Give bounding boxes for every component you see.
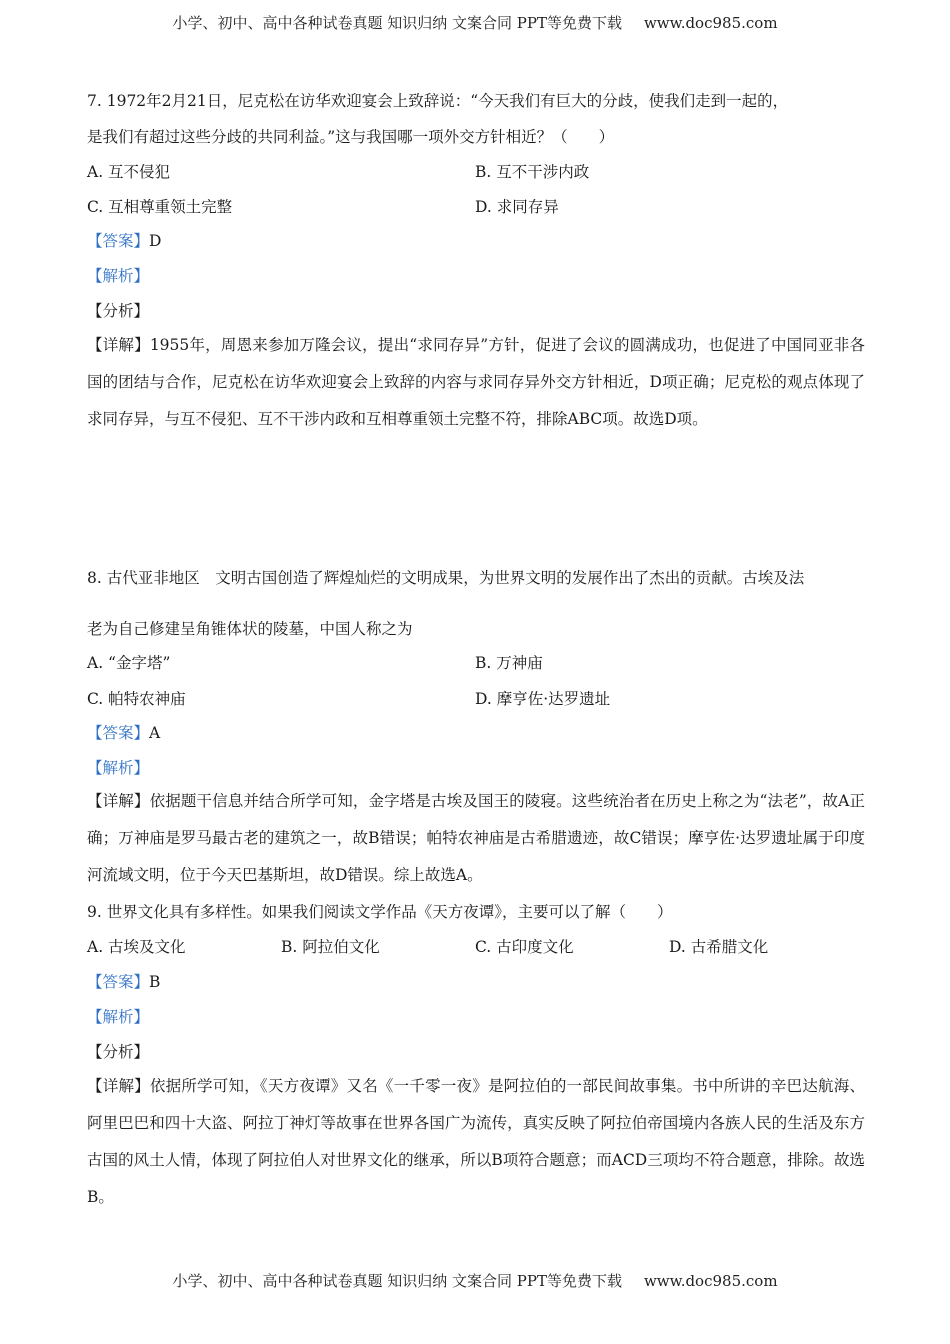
q7-detail [87, 327, 865, 438]
answer-tag: 【答案】 [87, 973, 150, 991]
answer-tag: 【答案】 [87, 232, 150, 250]
q9-option-b: B. 阿拉伯文化 [281, 938, 380, 956]
page-header [0, 12, 950, 33]
q7-option-b: B. 互不干涉内政 [475, 163, 590, 181]
q8-option-b: B. 万神庙 [475, 654, 543, 672]
q9-detail-text: 依据所学可知，《天方夜谭》又名《一千零一夜》是阿拉伯的一部民间故事集。书中所讲的辛巴达航海、阿里巴巴和四十大盗、阿拉丁神灯等故事在世界各国广为流传，真实反映了阿拉伯帝国境内各族人民的生活及东方古国的风土人情，体现了阿拉伯人对世界文化的继承，所以B项符合题意；而ACD三项均不符合题意，排除。故选B。 [87, 1077, 865, 1206]
q8-detail [87, 783, 865, 894]
q9-option-a: A. 古埃及文化 [87, 938, 186, 956]
q9-detail [87, 1068, 865, 1216]
q8-option-d: D. 摩亨佐·达罗遗址 [475, 690, 611, 708]
q9-answer-value: B [149, 973, 161, 991]
q8-stem-line1: 8. 古代亚非地区 文明古国创造了辉煌灿烂的文明成果，为世界文明的发展作出了杰出的贡献。古埃及法 [87, 569, 805, 587]
q7-option-c: C. 互相尊重领土完整 [87, 198, 233, 216]
q8-stem-line2: 老为自己修建呈角锥体状的陵墓，中国人称之为 [87, 620, 413, 638]
q7-option-a: A. 互不侵犯 [87, 163, 171, 181]
q8-answer-value: A [149, 724, 161, 742]
q9-answer [87, 971, 160, 993]
answer-tag: 【答案】 [87, 724, 150, 742]
q7-stem-line2: 是我们有超过这些分歧的共同利益。”这与我国哪一项外交方针相近？（ ） [87, 128, 615, 146]
q9-analysis-tag: 【解析】 [87, 1008, 150, 1026]
q9-stem: 9. 世界文化具有多样性。如果我们阅读文学作品《天方夜谭》，主要可以了解（ ） [87, 903, 673, 921]
q7-analysis-tag: 【解析】 [87, 267, 150, 285]
q7-fenxi-tag: 【分析】 [87, 302, 150, 320]
q8-option-a: A. “金字塔” [87, 654, 171, 672]
detail-tag: 【详解】 [87, 1077, 150, 1095]
footer-title: 小学、初中、高中各种试卷真题 知识归纳 文案合同 PPT等免费下载 [172, 1272, 622, 1290]
q8-detail-text: 依据题干信息并结合所学可知，金字塔是古埃及国王的陵寝。这些统治者在历史上称之为“法老”，故A正确；万神庙是罗马最古老的建筑之一，故B错误；帕特农神庙是古希腊遗迹，故C错误；摩亨佐·达罗遗址属于印度河流域文明，位于今天巴基斯坦，故D错误。综上故选A。 [87, 792, 865, 884]
q7-answer-value: D [149, 232, 162, 250]
header-url[interactable]: www.doc985.com [643, 14, 778, 32]
q7-answer [87, 230, 161, 252]
q9-fenxi-tag: 【分析】 [87, 1043, 150, 1061]
q9-option-c: C. 古印度文化 [475, 938, 574, 956]
q7-option-d: D. 求同存异 [475, 198, 559, 216]
q8-answer [87, 722, 160, 744]
detail-tag: 【详解】 [87, 792, 150, 810]
q7-stem-line1: 7. 1972年2月21日，尼克松在访华欢迎宴会上致辞说：“今天我们有巨大的分歧，使我们走到一起的， [87, 92, 789, 110]
q9-option-d: D. 古希腊文化 [669, 938, 769, 956]
q7-detail-text: 1955年，周恩来参加万隆会议，提出“求同存异”方针，促进了会议的圆满成功，也促进了中国同亚非各国的团结与合作，尼克松在访华欢迎宴会上致辞的内容与求同存异外交方针相近，D项正确；尼克松的观点体现了求同存异，与互不侵犯、互不干涉内政和互相尊重领土完整不符，排除ABC项。故选D项。 [87, 336, 865, 428]
header-title: 小学、初中、高中各种试卷真题 知识归纳 文案合同 PPT等免费下载 [172, 14, 622, 32]
page-footer [0, 1270, 950, 1291]
footer-url[interactable]: www.doc985.com [643, 1272, 778, 1290]
q8-option-c: C. 帕特农神庙 [87, 690, 186, 708]
detail-tag: 【详解】 [87, 336, 150, 354]
q8-analysis-tag: 【解析】 [87, 759, 150, 777]
